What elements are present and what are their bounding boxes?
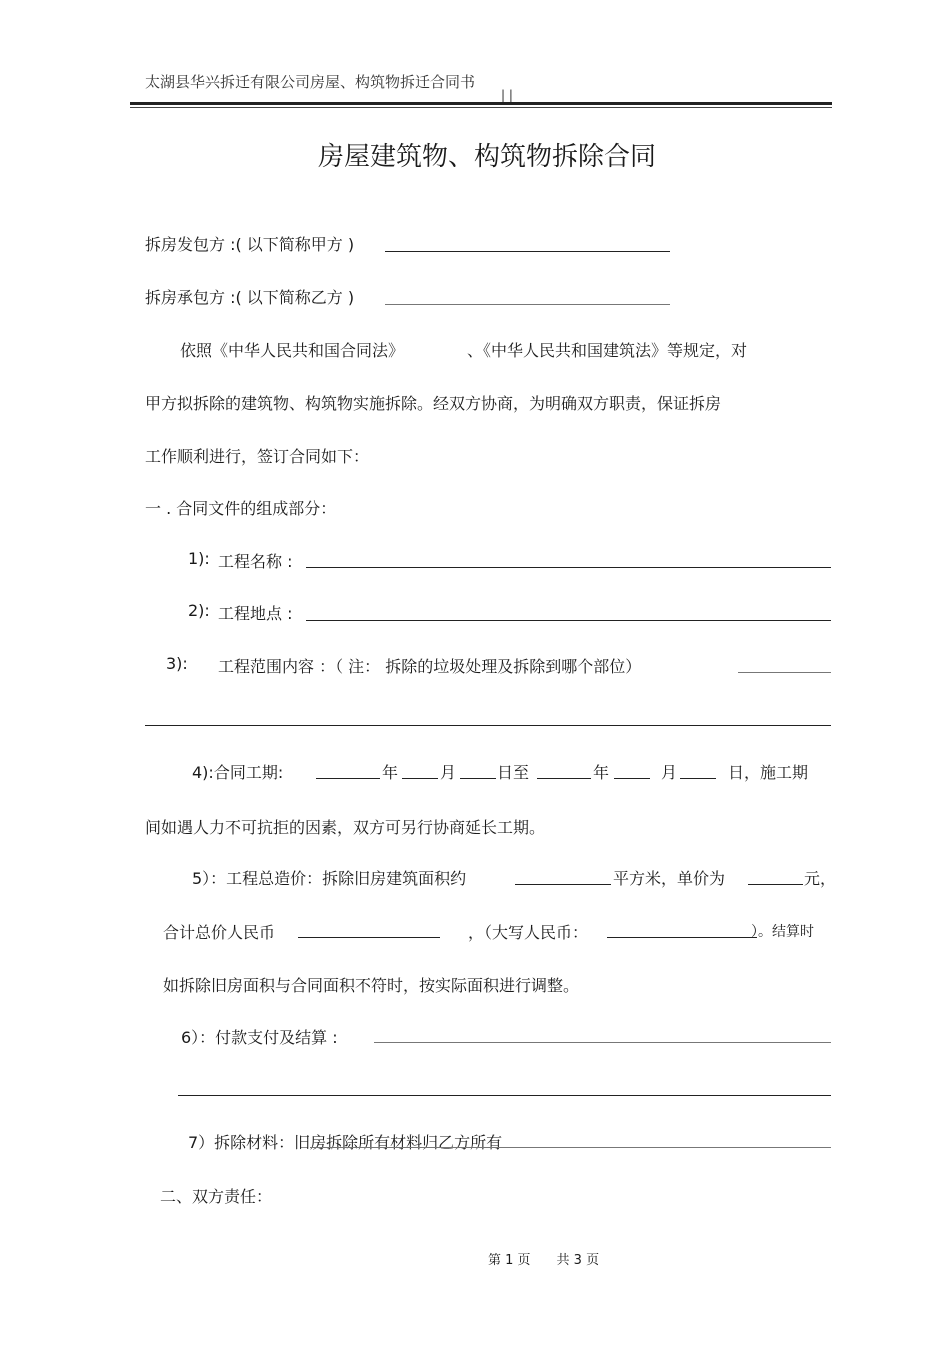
- item1-label: 工程名称 :: [218, 552, 293, 571]
- document-title: 房屋建筑物、构筑物拆除合同: [318, 142, 657, 172]
- project-location-field[interactable]: [306, 620, 831, 621]
- end-month-unit: 月: [661, 763, 678, 782]
- end-day-unit: 日，施工期: [728, 763, 809, 782]
- start-year-unit: 年: [382, 763, 399, 782]
- scope-field-full[interactable]: [145, 725, 831, 726]
- end-year-unit: 年: [593, 763, 610, 782]
- total-amount-field[interactable]: [298, 937, 440, 938]
- start-month-field[interactable]: [402, 778, 438, 779]
- materials-field[interactable]: [310, 1147, 831, 1148]
- intro-line3: 工作顺利进行，签订合同如下：: [145, 447, 370, 466]
- settlement-note: ）。结算时: [751, 924, 814, 940]
- item5-label: 5）：工程总造价：拆除旧房建筑面积约: [192, 869, 467, 888]
- total-capital-label: ，（大写人民币：: [468, 923, 589, 942]
- item2-label: 工程地点 :: [218, 604, 293, 623]
- total-label: 合计总价人民币: [163, 923, 276, 942]
- item5-line3: 如拆除旧房面积与合同面积不符时，按实际面积进行调整。: [163, 976, 580, 995]
- start-year-field[interactable]: [316, 778, 380, 779]
- end-day-field[interactable]: [680, 778, 716, 779]
- section1-heading: 一 . 合同文件的组成部分：: [145, 499, 337, 518]
- party-a-field[interactable]: [385, 251, 670, 252]
- payment-field-line2[interactable]: [178, 1095, 831, 1096]
- item6-label: 6）：付款支付及结算 :: [181, 1028, 338, 1047]
- item4-label: 4):合同工期:: [192, 763, 284, 782]
- intro-line1-a: 依照《中华人民共和国合同法》: [180, 341, 405, 360]
- party-a-label: 拆房发包方 :( 以下简称甲方 ): [145, 235, 355, 254]
- item3-number: 3):: [166, 654, 188, 673]
- end-month-field[interactable]: [614, 778, 650, 779]
- end-year-field[interactable]: [537, 778, 591, 779]
- party-b-label: 拆房承包方 :( 以下简称乙方 ): [145, 288, 355, 307]
- payment-field[interactable]: [374, 1042, 831, 1043]
- intro-line1-b: 、《中华人民共和国建筑法》等规定，对: [467, 341, 748, 360]
- project-name-field[interactable]: [306, 567, 831, 568]
- item7-label: 7）拆除材料：旧房拆除所有材料归乙方所有: [188, 1133, 503, 1152]
- party-b-field[interactable]: [385, 304, 670, 305]
- running-header: 太湖县华兴拆迁有限公司房屋、构筑物拆迁合同书: [145, 73, 476, 91]
- item4-line2: 间如遇人力不可抗拒的因素，双方可另行协商延长工期。: [145, 818, 546, 837]
- scope-field-short[interactable]: [738, 672, 831, 673]
- page-footer: 第 1 页 共 3 页: [488, 1253, 600, 1268]
- item2-number: 2):: [188, 601, 210, 620]
- start-day-unit: 日至: [497, 763, 530, 782]
- section2-heading: 二、双方责任：: [160, 1187, 273, 1206]
- header-rule: [130, 102, 832, 105]
- area-field[interactable]: [515, 884, 611, 885]
- start-day-field[interactable]: [460, 778, 496, 779]
- area-unit: 平方米，单价为: [613, 869, 726, 888]
- start-month-unit: 月: [440, 763, 457, 782]
- price-unit: 元，: [804, 869, 837, 888]
- header-marks: | |: [501, 88, 513, 102]
- total-capital-field[interactable]: [607, 937, 757, 938]
- intro-line2: 甲方拟拆除的建筑物、构筑物实施拆除。经双方协商，为明确双方职责，保证拆房: [145, 394, 722, 413]
- unit-price-field[interactable]: [748, 884, 803, 885]
- item1-number: 1):: [188, 549, 210, 568]
- item3-label: 工程范围内容 ：（ 注： 拆除的垃圾处理及拆除到哪个部位）: [218, 657, 642, 676]
- header-rule-thin: [130, 107, 832, 108]
